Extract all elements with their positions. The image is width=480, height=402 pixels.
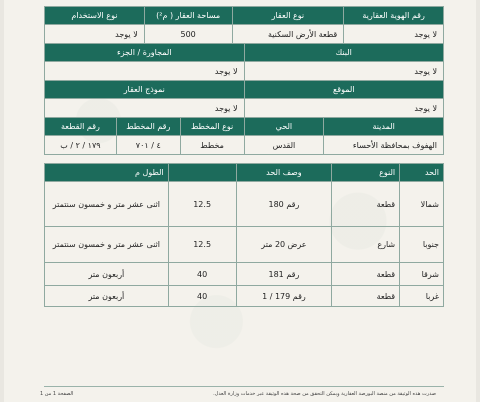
footer-note: صدرت هذه الوثيقة من منصة البورصة العقارية ويمكن التحقق من صحة هذه الوثيقة عبر خدمات وزارة العدل. — [213, 391, 436, 397]
table-row — [45, 286, 444, 307]
header-boundary-description: وصف الحد — [236, 164, 332, 182]
location-table — [44, 80, 444, 118]
boundary-length-text: اثنى عشر متر و خمسون سنتمتر — [45, 182, 169, 227]
header-plot-number: رقم القطعة — [45, 118, 117, 136]
header-plan-type: نوع المخطط — [180, 118, 244, 136]
boundary-side: شرقا — [400, 263, 444, 286]
header-boundary-type: النوع — [332, 164, 400, 182]
value-plot-number: ١٧٩ / ٢ / ب — [45, 136, 117, 155]
boundary-description: رقم 179 / 1 — [236, 286, 332, 307]
boundary-length: 40 — [168, 263, 236, 286]
value-district: القدس — [244, 136, 324, 155]
header-property-type: نوع العقار — [232, 7, 344, 25]
boundary-type: قطعة — [332, 182, 400, 227]
value-plan-type: مخطط — [180, 136, 244, 155]
bank-table — [44, 43, 444, 81]
header-neighborhood-part: المجاورة / الجزء — [45, 44, 245, 62]
value-city: الهفوف بمحافظة الأحساء — [324, 136, 444, 155]
boundary-side: شمالا — [400, 182, 444, 227]
header-plan-number: رقم المخطط — [116, 118, 180, 136]
value-neighborhood-part: لا يوجد — [45, 62, 245, 81]
page-number: الصفحة 1 من 1 — [40, 391, 74, 397]
footer-divider — [44, 386, 444, 387]
header-bank: البنك — [244, 44, 444, 62]
boundary-description: رقم 181 — [236, 263, 332, 286]
value-property-id: لا يوجد — [344, 25, 444, 44]
header-property-area: مساحة العقار ( م²) — [144, 7, 232, 25]
value-location: لا يوجد — [244, 99, 444, 118]
header-boundary: الحد — [400, 164, 444, 182]
table-row — [45, 263, 444, 286]
value-bank: لا يوجد — [244, 62, 444, 81]
boundary-length: 12.5 — [168, 182, 236, 227]
header-length: الطول م — [45, 164, 169, 182]
property-info-table — [44, 6, 444, 44]
value-plan-number: ٤ / ٧٠١ — [116, 136, 180, 155]
header-location: الموقع — [244, 81, 444, 99]
boundary-length: 12.5 — [168, 227, 236, 263]
header-usage-type: نوع الاستخدام — [45, 7, 145, 25]
document-page — [4, 0, 476, 402]
table-row — [45, 182, 444, 227]
boundary-type: قطعة — [332, 286, 400, 307]
address-table — [44, 117, 444, 155]
boundary-side: غربا — [400, 286, 444, 307]
boundary-type: قطعة — [332, 263, 400, 286]
header-property-model: نموذج العقار — [45, 81, 245, 99]
value-property-area: 500 — [144, 25, 232, 44]
header-property-id: رقم الهوية العقارية — [344, 7, 444, 25]
boundaries-table — [44, 163, 444, 307]
boundary-length: 40 — [168, 286, 236, 307]
value-usage-type: لا يوجد — [45, 25, 145, 44]
header-district: الحي — [244, 118, 324, 136]
boundary-length-text: اثنى عشر متر و خمسون سنتمتر — [45, 227, 169, 263]
header-city: المدينة — [324, 118, 444, 136]
boundary-type: شارع — [332, 227, 400, 263]
table-row — [45, 227, 444, 263]
boundary-length-text: أربعون متر — [45, 263, 169, 286]
boundary-side: جنوبا — [400, 227, 444, 263]
value-property-model: لا يوجد — [45, 99, 245, 118]
boundary-length-text: أربعون متر — [45, 286, 169, 307]
boundary-description: رقم 180 — [236, 182, 332, 227]
header-length-number — [168, 164, 236, 182]
boundary-description: عرض 20 متر — [236, 227, 332, 263]
value-property-type: قطعة الأرض السكنية — [232, 25, 344, 44]
